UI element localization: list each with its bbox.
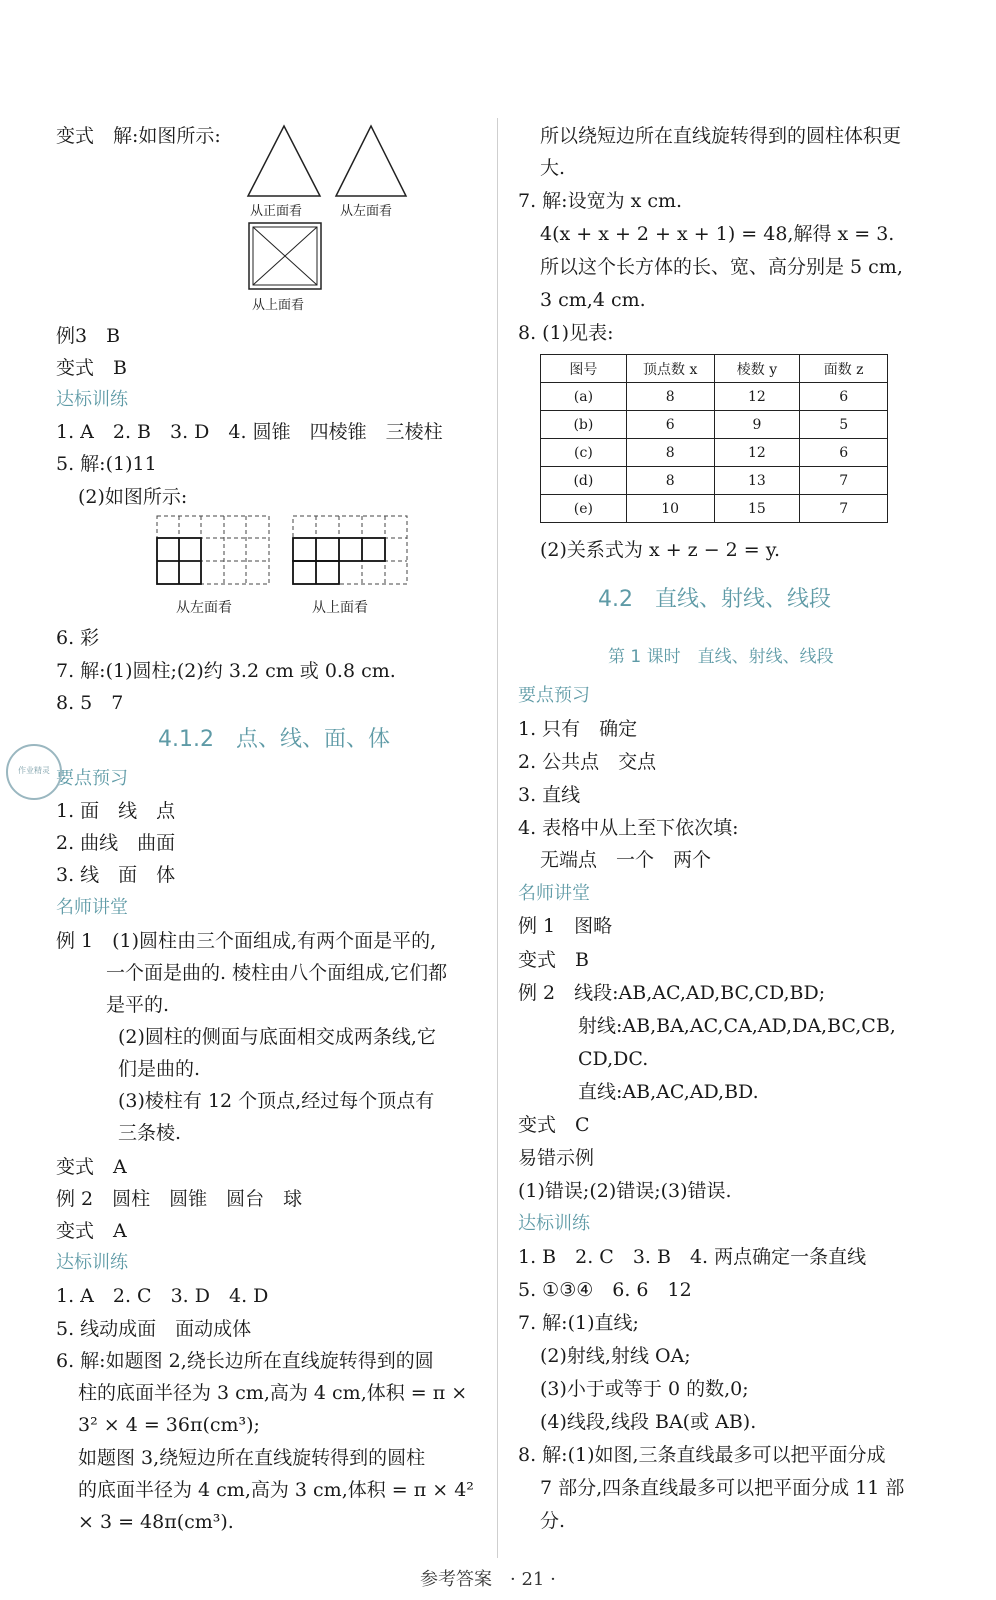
r-practice-7-a: 7. 解:(1)直线; <box>518 1312 639 1334</box>
preview-2: 2. 曲线 曲面 <box>56 832 176 854</box>
r-example-2-b: 射线:AB,BA,AC,CA,AD,DA,BC,CB, <box>578 1015 896 1037</box>
r-line-1: 所以绕短边所在直线旋转得到的圆柱体积更 <box>540 125 902 147</box>
vertex-edge-face-table <box>540 354 888 523</box>
practice-6-d: 如题图 3,绕短边所在直线旋转得到的圆柱 <box>78 1447 426 1469</box>
section-practice-2: 达标训练 <box>56 1252 128 1273</box>
table-cell: (a) <box>541 383 627 411</box>
r-example-2-a: 例 2 线段:AB,AC,AD,BC,CD,BD; <box>518 982 826 1004</box>
grid-left-caption: 从左面看 <box>176 600 232 616</box>
practice-6-f: × 3 = 48π(cm³). <box>78 1511 234 1533</box>
table-header-cell: 棱数 y <box>714 355 800 383</box>
table-header-cell: 面数 z <box>800 355 888 383</box>
example-1-line-d: (2)圆柱的侧面与底面相交成两条线,它 <box>118 1026 436 1048</box>
table-header-cell: 图号 <box>541 355 627 383</box>
left-view-grid <box>156 515 271 587</box>
column-divider <box>497 118 498 1558</box>
table-cell: 8 <box>626 467 714 495</box>
table-row <box>541 467 888 495</box>
example-3: 例3 B <box>56 325 121 347</box>
r-practice-7-c: (3)小于或等于 0 的数,0; <box>540 1378 749 1400</box>
top-view-caption: 从上面看 <box>252 298 305 313</box>
section-preview: 要点预习 <box>56 768 128 789</box>
r-preview-4-b: 无端点 一个 两个 <box>540 849 712 871</box>
table-cell: 7 <box>800 467 888 495</box>
r-preview-2: 2. 公共点 交点 <box>518 751 657 773</box>
r-practice-7-d: (4)线段,线段 BA(或 AB). <box>540 1411 757 1433</box>
variant-1: 变式 B <box>56 357 127 379</box>
table-cell: 9 <box>714 411 800 439</box>
table-row <box>541 411 888 439</box>
preview-3: 3. 线 面 体 <box>56 864 176 886</box>
practice-6-c: 3² × 4 = 36π(cm³); <box>78 1414 260 1436</box>
table-cell: (e) <box>541 495 627 523</box>
practice-6-e: 的底面半径为 4 cm,高为 3 cm,体积 = π × 4² <box>78 1479 474 1501</box>
table-cell: 6 <box>800 383 888 411</box>
table-row <box>541 383 888 411</box>
r-example-2-d: 直线:AB,AC,AD,BD. <box>578 1081 759 1103</box>
r-answer-8-a: 8. (1)见表: <box>518 322 614 344</box>
r-example-1: 例 1 图略 <box>518 915 613 937</box>
answer-5-2: (2)如图所示: <box>78 486 188 508</box>
example-1-line-e: 们是曲的. <box>118 1058 201 1080</box>
answer-8: 8. 5 7 <box>56 692 124 714</box>
table-cell: (c) <box>541 439 627 467</box>
r-practice-8-b: 7 部分,四条直线最多可以把平面分成 11 部 <box>540 1477 905 1499</box>
r-variant-2: 变式 C <box>518 1114 590 1136</box>
table-cell: 12 <box>714 439 800 467</box>
r-practice-1-4: 1. B 2. C 3. B 4. 两点确定一条直线 <box>518 1246 867 1268</box>
table-cell: 6 <box>800 439 888 467</box>
example-1-line-c: 是平的. <box>106 994 170 1016</box>
table-cell: (b) <box>541 411 627 439</box>
answer-6: 6. 彩 <box>56 627 100 649</box>
r-preview-4: 4. 表格中从上至下依次填: <box>518 817 739 839</box>
r-practice-5-6: 5. ①③④ 6. 6 12 <box>518 1279 692 1301</box>
watermark-stamp: 作业精灵 <box>6 744 62 800</box>
r-answer-8-b: (2)关系式为 x + z − 2 = y. <box>540 539 781 561</box>
r-common-errors: 易错示例 <box>518 1147 595 1169</box>
r-practice-8-c: 分. <box>540 1510 566 1532</box>
table-cell: 10 <box>626 495 714 523</box>
lesson-heading: 第 1 课时 直线、射线、线段 <box>608 647 834 667</box>
table-cell: 8 <box>626 439 714 467</box>
r-practice-7-b: (2)射线,射线 OA; <box>540 1345 691 1367</box>
section-lecture: 名师讲堂 <box>56 897 128 918</box>
practice-1-4: 1. A 2. C 3. D 4. D <box>56 1285 269 1307</box>
answer-5-1: 5. 解:(1)11 <box>56 453 157 475</box>
page-footer: 参考答案 · 21 · <box>420 1569 556 1590</box>
section-heading-4-2: 4.2 直线、射线、线段 <box>598 587 831 612</box>
variant-3: 变式 A <box>56 1220 127 1242</box>
r-common-errors-answer: (1)错误;(2)错误;(3)错误. <box>518 1180 732 1202</box>
left-view-caption: 从左面看 <box>340 204 393 219</box>
practice-5: 5. 线动成面 面动成体 <box>56 1318 252 1340</box>
section-heading-4-1-2: 4.1.2 点、线、面、体 <box>158 727 390 752</box>
example-1-line-g: 三条棱. <box>118 1122 182 1144</box>
r-variant-1: 变式 B <box>518 949 589 971</box>
top-view-grid <box>292 515 410 587</box>
r-practice-8-a: 8. 解:(1)如图,三条直线最多可以把平面分成 <box>518 1444 886 1466</box>
variant-intro: 变式 解:如图所示: <box>56 125 221 147</box>
r-section-preview: 要点预习 <box>518 685 590 706</box>
table-cell: 15 <box>714 495 800 523</box>
r-preview-3: 3. 直线 <box>518 784 581 806</box>
r-answer-7-c: 所以这个长方体的长、宽、高分别是 5 cm, <box>540 256 903 278</box>
table-cell: 12 <box>714 383 800 411</box>
table-header-row <box>541 355 888 383</box>
answer-7: 7. 解:(1)圆柱;(2)约 3.2 cm 或 0.8 cm. <box>56 660 396 682</box>
practice-6-b: 柱的底面半径为 3 cm,高为 4 cm,体积 = π × <box>78 1382 468 1404</box>
example-1-line-a: 例 1 (1)圆柱由三个面组成,有两个面是平的, <box>56 930 437 952</box>
preview-1: 1. 面 线 点 <box>56 800 176 822</box>
r-line-2: 大. <box>540 157 566 179</box>
table-cell: 7 <box>800 495 888 523</box>
table-cell: 6 <box>626 411 714 439</box>
r-answer-7-b: 4(x + x + 2 + x + 1) = 48,解得 x = 3. <box>540 223 895 245</box>
variant-2: 变式 A <box>56 1156 127 1178</box>
left-view-triangle <box>334 124 408 198</box>
r-section-lecture: 名师讲堂 <box>518 883 590 904</box>
table-header-cell: 顶点数 x <box>626 355 714 383</box>
table-cell: (d) <box>541 467 627 495</box>
r-answer-7-a: 7. 解:设宽为 x cm. <box>518 190 683 212</box>
r-preview-1: 1. 只有 确定 <box>518 718 638 740</box>
r-answer-7-d: 3 cm,4 cm. <box>540 289 646 311</box>
table-row <box>541 439 888 467</box>
section-practice-1: 达标训练 <box>56 389 128 410</box>
r-section-practice: 达标训练 <box>518 1213 590 1234</box>
example-1-line-b: 一个面是曲的. 棱柱由八个面组成,它们都 <box>106 962 448 984</box>
answers-1-4: 1. A 2. B 3. D 4. 圆锥 四棱锥 三棱柱 <box>56 421 443 443</box>
r-example-2-c: CD,DC. <box>578 1048 649 1070</box>
table-cell: 5 <box>800 411 888 439</box>
example-2: 例 2 圆柱 圆锥 圆台 球 <box>56 1188 303 1210</box>
table-cell: 8 <box>626 383 714 411</box>
top-view-square <box>248 222 322 290</box>
table-row <box>541 495 888 523</box>
front-view-triangle <box>246 124 322 198</box>
front-view-caption: 从正面看 <box>250 204 303 219</box>
grid-top-caption: 从上面看 <box>312 600 368 616</box>
table-cell: 13 <box>714 467 800 495</box>
example-1-line-f: (3)棱柱有 12 个顶点,经过每个顶点有 <box>118 1090 435 1112</box>
practice-6-a: 6. 解:如题图 2,绕长边所在直线旋转得到的圆 <box>56 1350 434 1372</box>
